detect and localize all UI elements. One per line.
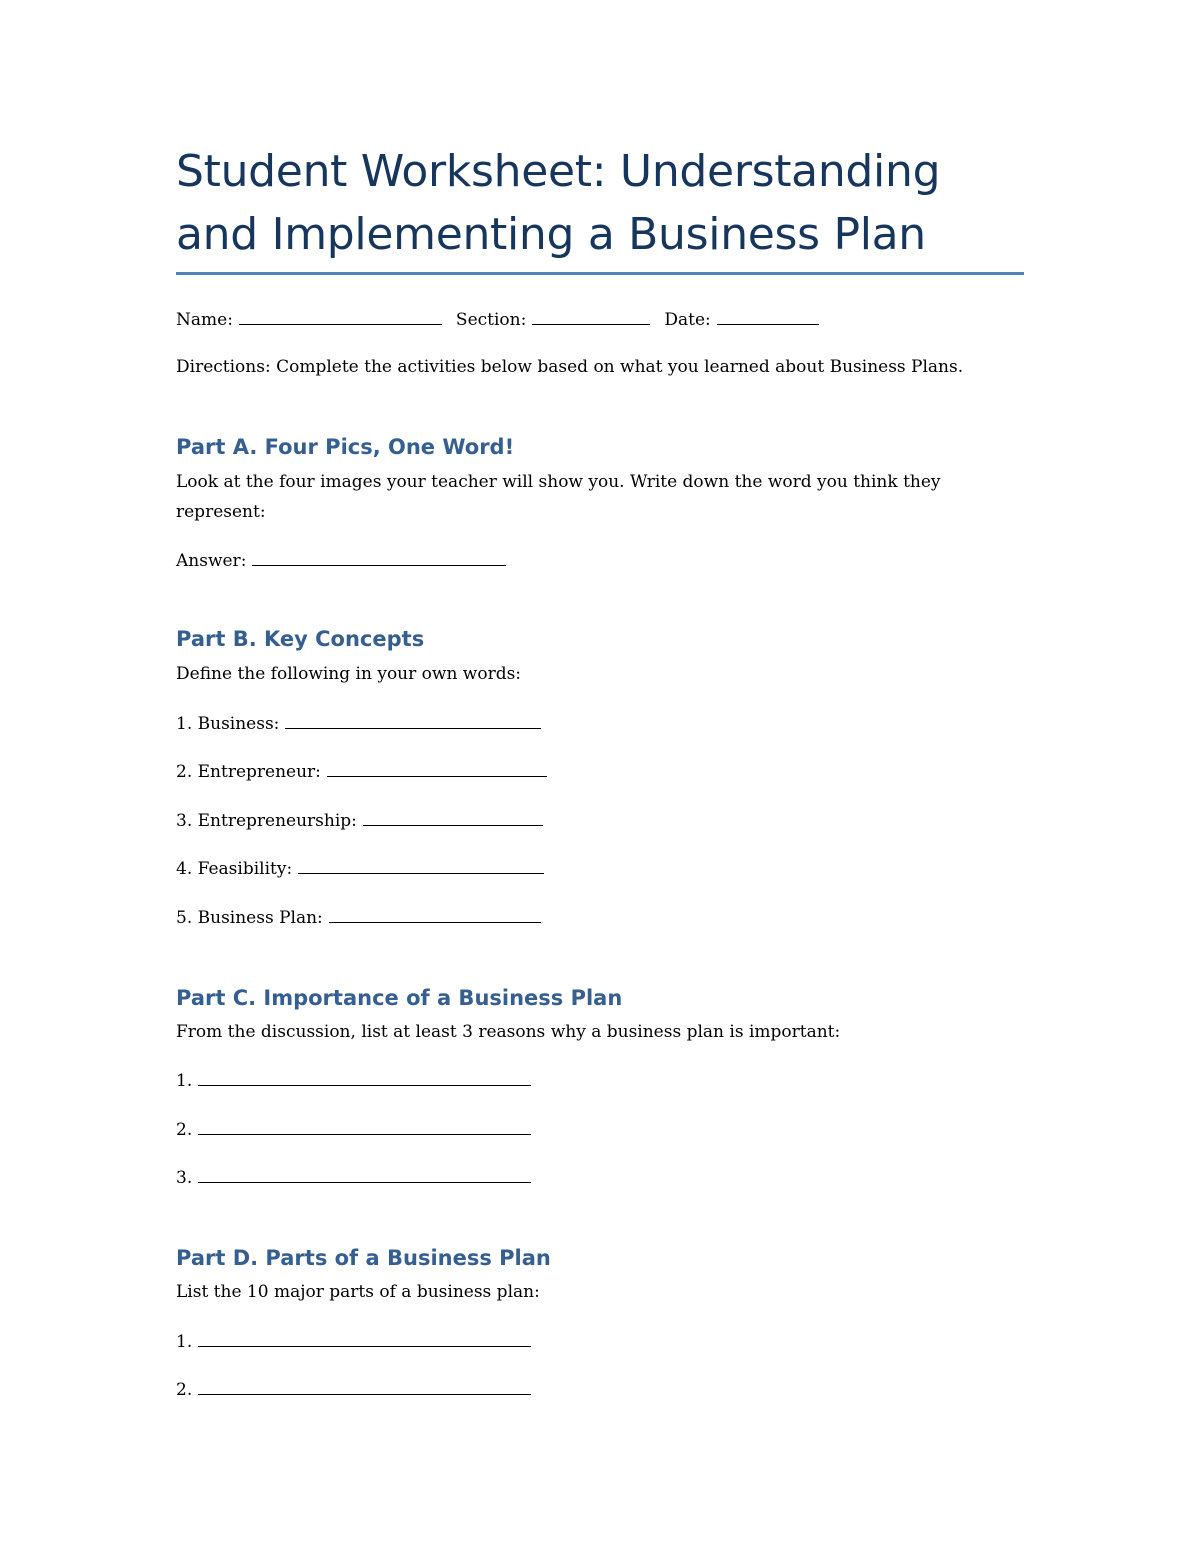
concept-item-entrepreneur [176,756,547,787]
part-a-heading: Part A. Four Pics, One Word! [176,435,515,459]
concept-answer-field[interactable] [363,805,543,826]
answer-label: Answer: [176,551,247,571]
reason-number: 3. [176,1168,193,1188]
student-info-row [176,304,819,335]
plan-part-item [176,1374,531,1405]
name-label: Name: [176,310,233,330]
concept-answer-field[interactable] [285,708,541,729]
part-d-heading: Part D. Parts of a Business Plan [176,1246,551,1270]
title-divider [176,272,1024,275]
reason-answer-field[interactable] [198,1065,531,1086]
part-b-heading: Part B. Key Concepts [176,627,425,651]
plan-part-answer-field[interactable] [198,1374,531,1395]
concept-label: 3. Entrepreneurship: [176,811,357,831]
reason-number: 1. [176,1071,193,1091]
plan-part-number: 1. [176,1332,193,1352]
name-field[interactable] [239,304,442,325]
part-c-heading: Part C. Importance of a Business Plan [176,986,623,1010]
concept-item-business [176,708,541,739]
concept-item-feasibility [176,853,544,884]
concept-answer-field[interactable] [298,853,544,874]
part-a-instruction: Look at the four images your teacher will show you. Write down the word you think they represent: [176,472,941,522]
reason-answer-field[interactable] [198,1114,531,1135]
plan-part-number: 2. [176,1380,193,1400]
section-field[interactable] [532,304,650,325]
concept-label: 4. Feasibility: [176,859,293,879]
part-a-answer-row [176,545,506,576]
directions-text: Directions: Complete the activities below based on what you learned about Business Plans. [176,357,964,377]
concept-label: 2. Entrepreneur: [176,762,321,782]
concept-answer-field[interactable] [329,902,541,923]
date-label: Date: [664,310,711,330]
part-c-instruction: From the discussion, list at least 3 reasons why a business plan is important: [176,1022,841,1042]
reason-number: 2. [176,1120,193,1140]
date-field[interactable] [717,304,819,325]
concept-label: 5. Business Plan: [176,908,323,928]
page-title: Student Worksheet: Understanding and Implementing a Business Plan [176,146,941,260]
reason-item [176,1114,531,1145]
reason-item [176,1162,531,1193]
concept-answer-field[interactable] [327,756,547,777]
reason-item [176,1065,531,1096]
part-d-instruction: List the 10 major parts of a business plan: [176,1282,540,1302]
concept-label: 1. Business: [176,714,280,734]
part-b-instruction: Define the following in your own words: [176,664,522,684]
plan-part-item [176,1326,531,1357]
plan-part-answer-field[interactable] [198,1326,531,1347]
concept-item-business-plan [176,902,541,933]
section-label: Section: [455,310,527,330]
answer-field[interactable] [252,545,506,566]
concept-item-entrepreneurship [176,805,543,836]
reason-answer-field[interactable] [198,1162,531,1183]
